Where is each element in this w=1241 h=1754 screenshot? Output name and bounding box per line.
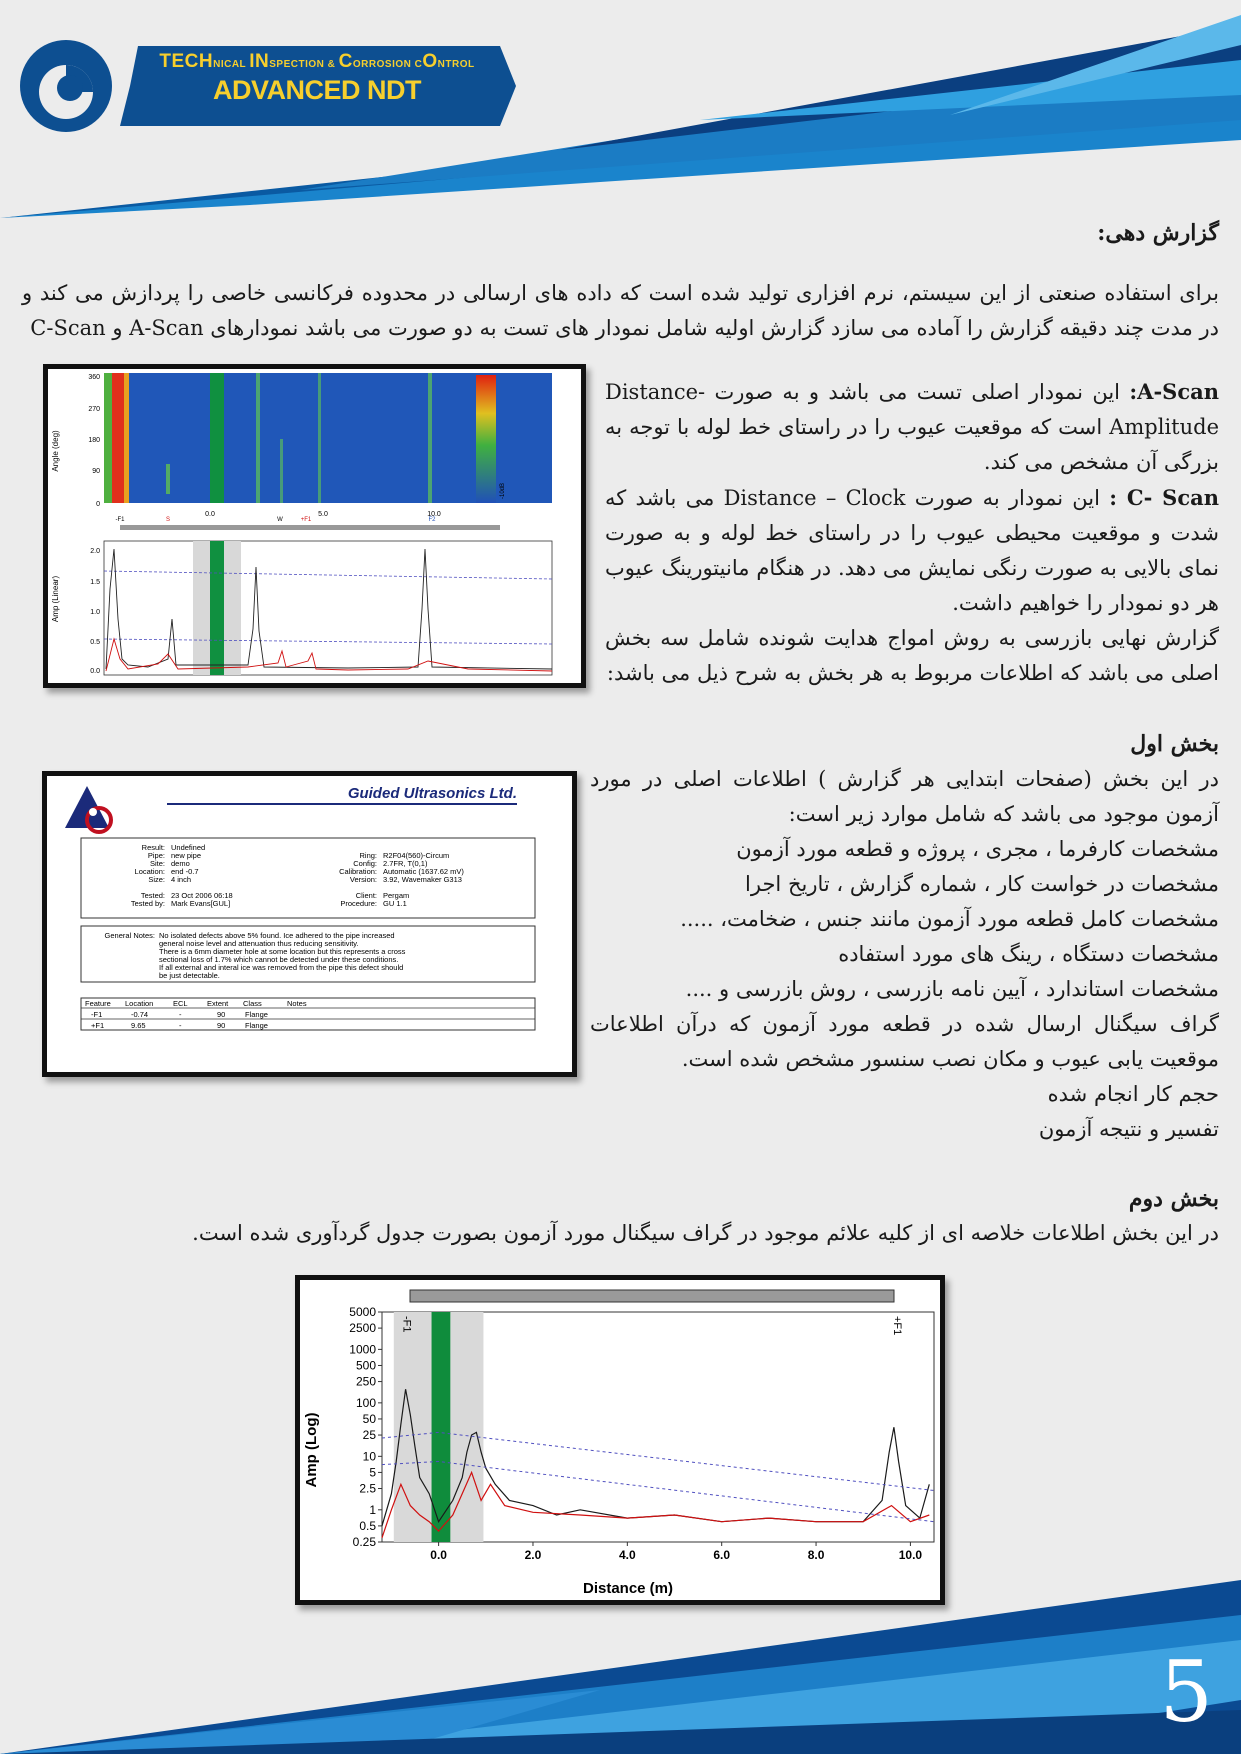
list-item: مشخصات استاندارد ، آیین نامه بازرسی ، روش بازرسی و ....: [685, 977, 1219, 1001]
logo-line1: TECHNICAL INSPECTION & CORROSION CONTROL: [159, 51, 475, 72]
svg-text:Config:: Config:: [353, 859, 377, 868]
scan-description: [605, 374, 1219, 691]
svg-text:0.0: 0.0: [90, 668, 100, 675]
report-notes: [105, 931, 406, 980]
reporting-intro: برای استفاده صنعتی از این سیستم، نرم افزاری تولید شده است که داده های ارسالی در محدوده فرکانسی خاصی را پردازش می کند و در مدت چند دقیقه گزارش را آماده می سازد گزارش اولیه شامل نمودار های تست به دو صورت می باشد نمودارهای A-Scan و C-Scan: [22, 281, 1219, 340]
svg-text:+F1: +F1: [300, 517, 312, 523]
y-tick-label: 0.5: [359, 1518, 376, 1533]
list-item: مشخصات کامل قطعه مورد آزمون مانند جنس ، ضخامت، .....: [680, 907, 1219, 931]
y-tick-label: 10: [362, 1449, 376, 1464]
svg-text:F2: F2: [428, 517, 436, 523]
svg-text:end -0.7: end -0.7: [171, 867, 199, 876]
svg-text:new pipe: new pipe: [171, 851, 202, 860]
y-tick-label: 1: [369, 1502, 376, 1517]
svg-text:R2F04(560)-Circum: R2F04(560)-Circum: [383, 851, 450, 860]
report-figure-svg: [47, 776, 572, 1072]
svg-text:Mark Evans[GUL]: Mark Evans[GUL]: [171, 899, 231, 908]
final-report-text: گزارش نهایی بازرسی به روش امواج هدایت شونده شامل سه بخش اصلی می باشد که اطلاعات مربوط به هر بخش به شرح ذیل می باشد:: [605, 626, 1219, 685]
marker-bar: [120, 525, 500, 530]
svg-text:9.65: 9.65: [131, 1021, 146, 1030]
amplitude-chart-svg: [300, 1280, 940, 1600]
svg-text:1.5: 1.5: [90, 579, 100, 586]
section-heading-two: بخش دوم: [1128, 1186, 1219, 1212]
cscan-yticks: [88, 374, 100, 508]
feature-label: +F1: [890, 1316, 903, 1336]
chart-range-bar: [410, 1290, 894, 1302]
svg-text:-0.74: -0.74: [131, 1010, 149, 1019]
gate-region: [450, 1312, 483, 1542]
svg-text:Pergam: Pergam: [383, 891, 410, 900]
x-tick-label: 4.0: [618, 1548, 636, 1562]
svg-text:23 Oct 2006 06:18: 23 Oct 2006 06:18: [171, 891, 233, 900]
x-tick-label: 8.0: [807, 1548, 825, 1562]
svg-text:Procedure:: Procedure:: [340, 899, 377, 908]
scale-label: -10dB: [500, 482, 506, 499]
list-item: حجم کار انجام شده: [1047, 1082, 1219, 1106]
svg-text:S: S: [165, 517, 171, 523]
ascan-ylabel: Amp (Linear): [51, 575, 60, 623]
svg-text:Ring:: Ring:: [359, 851, 377, 860]
svg-text:Automatic (1637.62 mV): Automatic (1637.62 mV): [383, 867, 464, 876]
x-tick-label: 0.0: [430, 1548, 447, 1562]
report-table-header: [85, 999, 307, 1008]
company-logo-icon: [18, 38, 118, 134]
svg-text:90: 90: [217, 1010, 226, 1019]
svg-text:General Notes:: General Notes:: [104, 931, 155, 940]
list-item: مشخصات دستگاه ، رینگ های مورد استفاده: [838, 942, 1219, 966]
cscan-term: C- Scan :: [1109, 485, 1219, 510]
section-heading-one: بخش اول: [1130, 731, 1219, 757]
section-heading-reporting: گزارش دهی:: [1097, 220, 1219, 246]
report-right-fields: [339, 851, 464, 908]
ascan-term: A-Scan:: [1129, 379, 1219, 404]
svg-text:-: -: [179, 1021, 182, 1030]
ascan-plot: [104, 541, 552, 675]
svg-text:Extent: Extent: [207, 999, 229, 1008]
footer-banner: [0, 1580, 1241, 1754]
svg-text:GU 1.1: GU 1.1: [383, 899, 407, 908]
svg-text:180: 180: [88, 437, 100, 444]
list-item: تفسیر و نتیجه آزمون: [1038, 1117, 1219, 1141]
y-tick-label: 5: [369, 1465, 376, 1480]
company-name: Guided Ultrasonics Ltd.: [347, 785, 517, 802]
svg-text:If all external and interal ic: If all external and interal ice was removed from the pipe this defect should: [159, 963, 404, 972]
svg-text:270: 270: [88, 406, 100, 413]
svg-text:sectional loss of 1.7% which c: sectional loss of 1.7% which cannot be detected under these conditions.: [159, 955, 399, 964]
svg-text:Feature: Feature: [85, 999, 111, 1008]
table-row: [91, 1010, 268, 1019]
svg-text:Flange: Flange: [245, 1021, 268, 1030]
svg-text:Client:: Client:: [355, 891, 377, 900]
svg-text:Tested by:: Tested by:: [130, 899, 165, 908]
list-item: مشخصات در خواست کار ، شماره گزارش ، تاریخ اجرا: [745, 872, 1219, 896]
svg-text:There is a 6mm diameter hole a: There is a 6mm diameter hole at some location but this represents a cross: [159, 947, 406, 956]
svg-text:Calibration:: Calibration:: [339, 867, 377, 876]
logo-text: [142, 52, 492, 104]
ascan-description: A-Scan: این نمودار اصلی تست می باشد و به صورت Distance-Amplitude است که موقعیت عیوب را در راستای خط لوله با توجه به بزرگی آن مشخص می کند.: [605, 379, 1219, 474]
amplitude-chart: [295, 1275, 945, 1605]
y-tick-label: 100: [355, 1395, 376, 1410]
svg-text:Pipe:: Pipe:: [147, 851, 165, 860]
svg-text:+F1: +F1: [91, 1021, 105, 1030]
color-scale: [476, 375, 496, 503]
svg-text:be just detectable.: be just detectable.: [159, 971, 220, 980]
list-item: مشخصات کارفرما ، مجری ، پروژه و قطعه مورد آزمون: [736, 837, 1219, 861]
section-one-body: [590, 762, 1219, 1147]
y-tick-label: 25: [362, 1428, 376, 1443]
svg-text:Tested:: Tested:: [140, 891, 165, 900]
feature-label: -F1: [400, 1316, 413, 1333]
y-tick-label: 50: [362, 1411, 376, 1426]
svg-text:360: 360: [88, 374, 100, 381]
y-tick-label: 500: [355, 1358, 376, 1373]
report-left-fields: [131, 843, 233, 908]
list-item: گراف سیگنال ارسال شده در قطعه مورد آزمون که درآن اطلاعات موقعیت یابی عیوب و مکان نصب سنسور مشخص شده است.: [590, 1012, 1219, 1071]
gu-logo-icon: [65, 786, 111, 832]
svg-text:0: 0: [96, 501, 100, 508]
x-tick-label: 6.0: [713, 1548, 731, 1562]
svg-text:-F1: -F1: [115, 517, 125, 523]
svg-text:Undefined: Undefined: [171, 843, 206, 852]
svg-text:Size:: Size:: [148, 875, 165, 884]
svg-text:2.0: 2.0: [90, 548, 100, 555]
svg-text:0.0: 0.0: [205, 511, 215, 518]
svg-text:0.5: 0.5: [90, 639, 100, 646]
table-row: [91, 1021, 268, 1030]
scan-figure-svg: [48, 369, 581, 683]
svg-text:demo: demo: [171, 859, 190, 868]
svg-text:Version:: Version:: [349, 875, 377, 884]
report-figure: [42, 771, 577, 1077]
svg-text:5.0: 5.0: [318, 511, 328, 518]
svg-text:general noise level and attenu: general noise level and attenuation thus reducing sensitivity.: [159, 939, 359, 948]
section-one-intro: در این بخش (صفحات ابتدایی هر گزارش ) اطلاعات اصلی در مورد آزمون موجود می باشد که شامل موارد زیر است:: [590, 767, 1219, 826]
x-tick-label: 10.0: [898, 1548, 923, 1562]
svg-text:Location:: Location:: [134, 867, 165, 876]
y-tick-label: 0.25: [352, 1535, 376, 1549]
svg-text:Flange: Flange: [245, 1010, 268, 1019]
svg-text:3.92, Wavemaker G313: 3.92, Wavemaker G313: [383, 875, 462, 884]
y-tick-label: 2.5: [359, 1481, 376, 1496]
chart-xlabel: Distance (m): [582, 1580, 674, 1597]
chart-ylabel: Amp (Log): [303, 1412, 320, 1488]
svg-text:Site:: Site:: [149, 859, 165, 868]
svg-text:-: -: [179, 1010, 182, 1019]
svg-text:4 inch: 4 inch: [171, 875, 192, 884]
cscan-description: C- Scan : این نمودار به صورت Distance – Clock می باشد که شدت و موقعیت محیطی عیوب را در راستای خط لوله و به صورت نمای بالایی به صورت رنگی نمایش می دهد. در هنگام مانیتورینگ عیوب هر دو نمودار را خواهیم داشت.: [605, 485, 1219, 615]
svg-text:2.7FR, T(0,1): 2.7FR, T(0,1): [383, 859, 428, 868]
svg-text:Result:: Result:: [141, 843, 165, 852]
svg-text:10.0: 10.0: [427, 511, 441, 518]
y-tick-label: 2500: [349, 1321, 376, 1336]
svg-text:Notes: Notes: [287, 999, 307, 1008]
y-tick-label: 1000: [349, 1342, 376, 1357]
svg-text:1.0: 1.0: [90, 609, 100, 616]
svg-text:-F1: -F1: [91, 1010, 103, 1019]
svg-text:ECL: ECL: [173, 999, 188, 1008]
ascan-yticks: [90, 548, 100, 675]
page-number: 5: [1159, 1643, 1213, 1741]
svg-text:Location: Location: [125, 999, 154, 1008]
cscan-ylabel: Angle (deg): [51, 430, 60, 472]
scan-markers: [116, 517, 437, 523]
svg-text:No isolated defects above 5% f: No isolated defects above 5% found. Ice adhered to the pipe increased: [159, 931, 395, 940]
svg-text:W: W: [277, 517, 283, 523]
x-tick-label: 2.0: [524, 1548, 542, 1562]
scan-figure: [43, 364, 586, 688]
section-two-intro: در این بخش اطلاعات خلاصه ای از کلیه علائم موجود در گراف سیگنال مورد آزمون بصورت جدول گردآوری شده است.: [192, 1221, 1219, 1245]
svg-text:Class: Class: [243, 999, 262, 1008]
svg-text:90: 90: [92, 468, 100, 475]
y-tick-label: 5000: [349, 1305, 376, 1319]
y-tick-label: 250: [355, 1374, 376, 1389]
cscan-xticks: [205, 511, 441, 518]
svg-text:90: 90: [217, 1021, 226, 1030]
logo-line2: ADVANCED NDT: [213, 75, 421, 105]
